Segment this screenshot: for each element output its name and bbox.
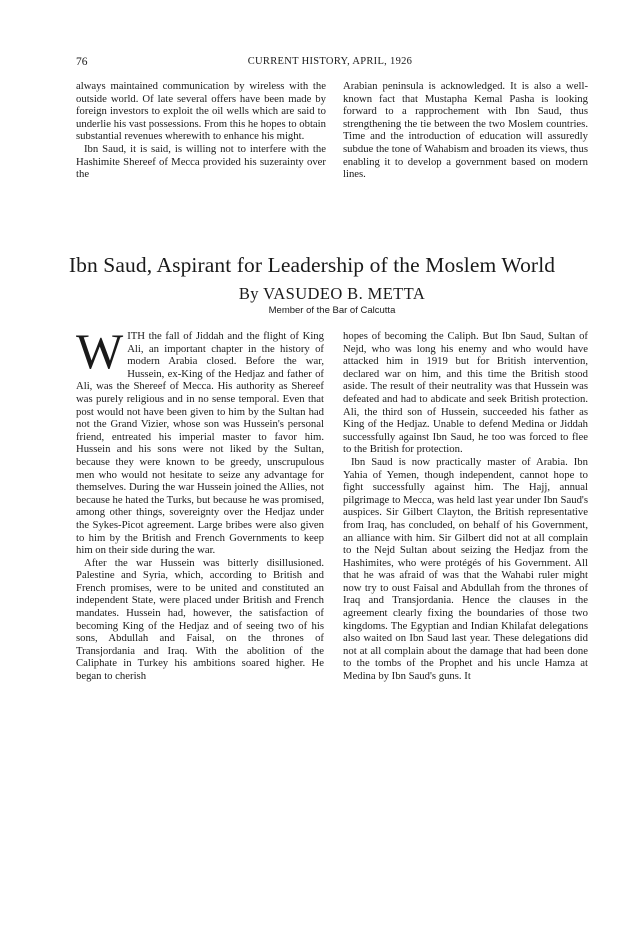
article-left-column bbox=[76, 323, 324, 683]
drop-cap: W bbox=[76, 323, 124, 379]
article-paragraph: hopes of becoming the Caliph. But Ibn Saud, Sultan of Nejd, who was long his enemy and who would have attacked him in 1919 but for British intervention, declared war on him, and this time the British stood aside. The result of their neutrality was that Hussein was defeated and had to abdicate and seek British protection. Ali, the third son of Hussein, succeeded his father as King of the Hedjaz. Unable to defend Medina or Jiddah successfully against Ibn Saud, he too was forced to flee to the British for protection. bbox=[343, 330, 588, 456]
continued-paragraph: Arabian peninsula is acknowledged. It is also a well-known fact that Mustapha Kemal Pasha is looking forward to a rapprochement with Ibn Saud, thus strengthening the tie between the two Moslem countries. Time and the introduction of education will assuredly subdue the tone of Wahabism and broaden its views, thus enabling it to develop a government based on modern lines. bbox=[343, 80, 588, 181]
article-right-column bbox=[343, 330, 588, 683]
journal-title: CURRENT HISTORY, APRIL, 1926 bbox=[247, 56, 413, 67]
article-paragraph: After the war Hussein was bitterly disillusioned. Palestine and Syria, which, according to British and French promises, were to be united and constituted an independent State, were placed under British and French mandates. Hussein had, however, the satisfaction of becoming King of the Hedjaz and of seeing two of his sons, Abdullah and Faisal, on the thrones of Transjordania and Iraq. With the abolition of the Caliphate in Turkey his ambitions soared higher. He began to cherish bbox=[76, 556, 324, 683]
author-affiliation: Member of the Bar of Calcutta bbox=[268, 305, 396, 316]
page-number: 76 bbox=[76, 56, 88, 68]
continued-paragraph: always maintained communication by wireless with the outside world. Of late several offers have been made by foreign investors to exploit the oil wells which are said to underlie his vast possessions. From this he hopes to obtain substantial revenues wherewith to enhance his might. bbox=[76, 80, 326, 143]
first-paragraph-text: ITH the fall of Jiddah and the flight of King Ali, an important chapter in the history of modern Arabia closed. Before the war, Hussein, ex-King of the Hedjaz and father of Ali, was the Shereef of Mecca. His authority as Shereef was purely religious and in no sense temporal. Even that post would not have been given to him by the Sultan had not the Grand Vizier, whose son was Hussein's personal friend, entreated his imperial master to favor him. Hussein and his sons were not liked by the Sultan, because they were known to be greedy, unscrupulous men who would not hesitate to seize any advantage for themselves. During the war Hussein joined the Allies, not because he hated the Turks, but because he was promised, among other things, sovereignty over the Hedjaz under the Sykes-Picot agreement. Large bribes were also given to him by the British and French Governments to keep him on their side during the war. bbox=[76, 330, 324, 557]
continued-text-left-column bbox=[76, 80, 326, 181]
article-byline: By VASUDEO B. METTA bbox=[238, 284, 426, 303]
article-title: Ibn Saud, Aspirant for Leadership of the Moslem World bbox=[68, 253, 556, 277]
article-paragraph bbox=[76, 323, 324, 557]
article-paragraph: Ibn Saud is now practically master of Arabia. Ibn Yahia of Yemen, though independent, cannot hope to fight successfully against him. The Hajj, annual pilgrimage to Mecca, was held last year under Ibn Saud's auspices. Sir Gilbert Clayton, the British representative from Iraq, has concluded, on behalf of his Government, an alliance with him. Sir Gilbert did not at all complain to the Nejd Sultan about seizing the Hedjaz from the Hashimites, who were protégés of his Government. All that he was afraid of was that the Wahabi ruler might now try to oust Faisal and Abdullah from the thrones of Iraq and Transjordania. Hence the clauses in the agreement clearly fixing the boundaries of those two kingdoms. The Egyptian and Indian Khilafat delegations also waited on Ibn Saud last year. These delegations did not at all complain about the damage that had been done to the tombs of the Prophet and his uncle Hamza at Medina by Ibn Saud's guns. It bbox=[343, 455, 588, 683]
running-head bbox=[76, 56, 584, 70]
continued-text-right-column bbox=[343, 80, 588, 181]
continued-paragraph: Ibn Saud, it is said, is willing not to interfere with the Hashimite Shereef of Mecca provided his suzerainty over the bbox=[76, 142, 326, 181]
